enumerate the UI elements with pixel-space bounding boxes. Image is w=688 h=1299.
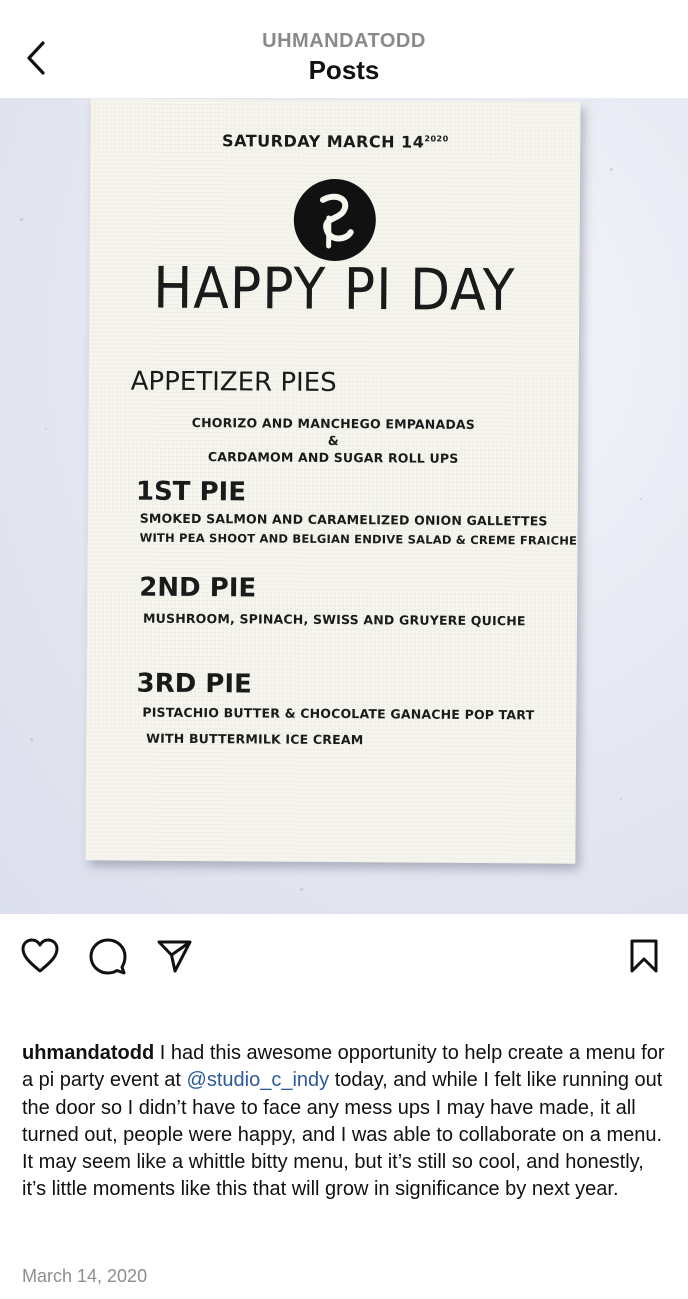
menu-item: CARDAMOM AND SUGAR ROLL UPS [207, 449, 459, 466]
post-image[interactable] [0, 98, 688, 914]
menu-item: CHORIZO AND MANCHEGO EMPANADAS [191, 415, 476, 432]
like-button[interactable] [18, 934, 62, 978]
bookmark-icon [629, 938, 659, 974]
menu-paper [85, 98, 580, 863]
menu-item: SMOKED SALMON AND CARAMELIZED ONION GALLETTES [139, 510, 548, 529]
caption-mention[interactable]: @studio_c_indy [186, 1069, 330, 1092]
caption-text: today, and while I felt like running out the door so I didn’t have to face any mess ups I may have made, it all turned out, people were happy, and I was able to collaborate on a menu. It may seem like a whittle bitty menu, but it’s still so cool, and honestly, it’s little moments like this that will grow in significance by next year. [22, 1069, 663, 1201]
page-title: Posts [308, 55, 380, 85]
heart-icon [21, 938, 59, 974]
menu-item: WITH PEA SHOOT AND BELGIAN ENDIVE SALAD & CREME FRAICHE [139, 530, 578, 548]
caption-username[interactable]: uhmandatodd [22, 1042, 155, 1064]
menu-date: SATURDAY MARCH $14^{2020}$ [222, 131, 449, 152]
section-heading: 3RD PIE [136, 668, 252, 700]
send-icon [156, 938, 192, 974]
menu-title: HAPPY PI DAY [153, 255, 516, 325]
menu-item: PISTACHIO BUTTER & CHOCOLATE GANACHE POP TART [142, 704, 535, 723]
action-bar [0, 914, 688, 998]
share-button[interactable] [152, 934, 196, 978]
header-username[interactable]: UHMANDATODD [262, 30, 426, 52]
menu-item: WITH BUTTERMILK ICE CREAM [146, 730, 364, 748]
comment-button[interactable] [86, 934, 130, 978]
comment-icon [89, 937, 127, 975]
section-heading: 1ST PIE [135, 476, 247, 508]
menu-item: MUSHROOM, SPINACH, SWISS AND GRUYERE QUICHE [142, 610, 526, 629]
section-heading: 2ND PIE [139, 572, 257, 604]
pi-logo-icon [293, 178, 378, 263]
save-button[interactable] [622, 934, 666, 978]
menu-item: & [327, 432, 339, 449]
header [0, 0, 688, 98]
post-caption [22, 1040, 670, 1204]
post-date: March 14, 2020 [22, 1266, 148, 1286]
section-heading: APPETIZER PIES [130, 366, 337, 399]
caption-text: I had this awesome opportunity to help create a menu for a pi party event at [22, 1042, 665, 1092]
